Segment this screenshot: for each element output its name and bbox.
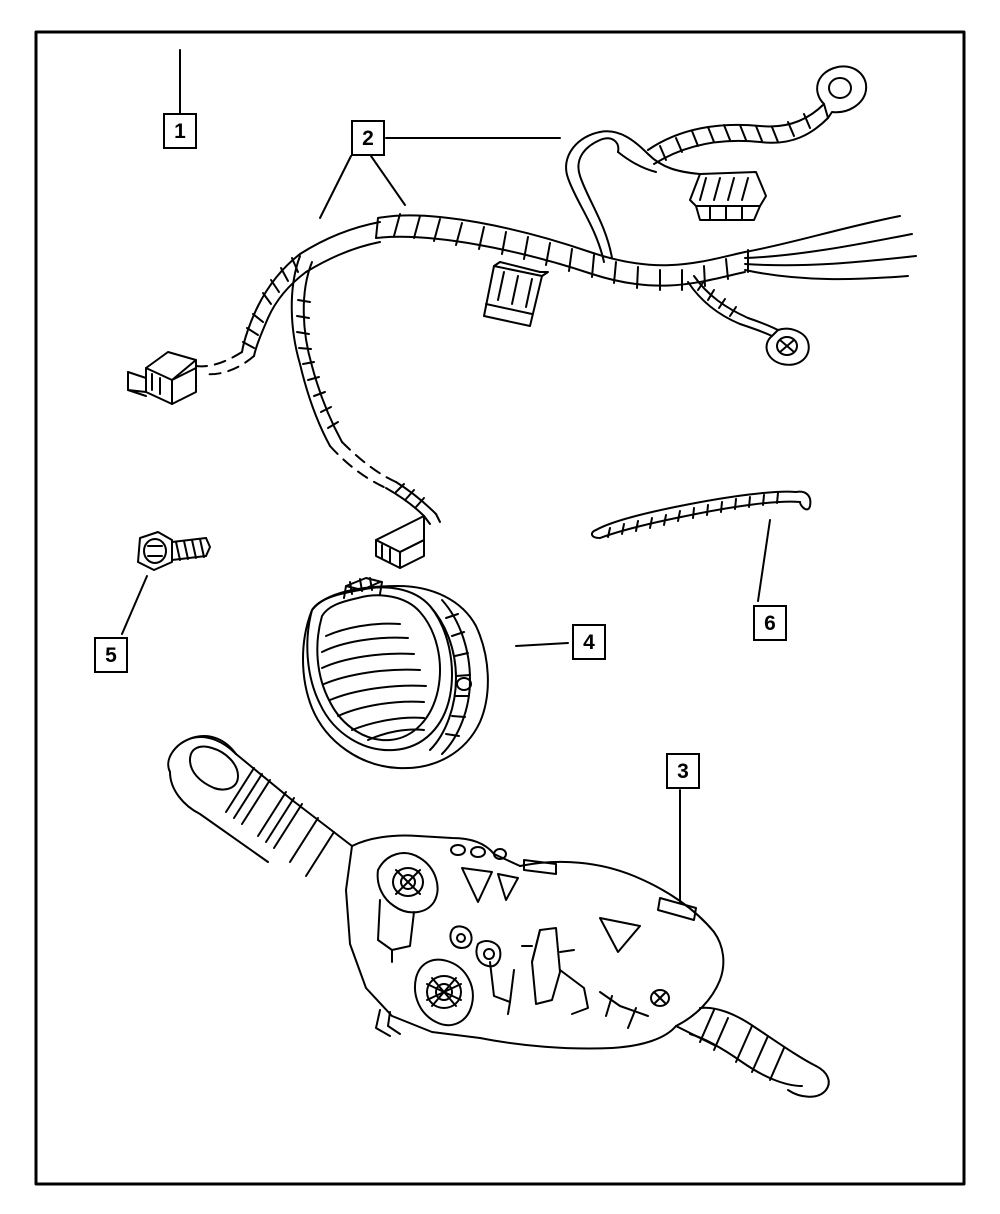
callout-5-label: 5 (105, 643, 117, 667)
callout-6 (753, 605, 787, 641)
callout-6-label: 6 (764, 611, 776, 635)
callout-1-label: 1 (174, 119, 186, 143)
part-3-multifunction-switch (168, 736, 829, 1097)
callout-2 (351, 120, 385, 156)
callout-4-label: 4 (583, 630, 595, 654)
callout-1 (163, 113, 197, 149)
callout-3 (666, 753, 700, 789)
callout-4 (572, 624, 606, 660)
part-5-screw (138, 532, 210, 570)
part-2-wiring-harness (128, 66, 916, 568)
callout-2-label: 2 (362, 126, 374, 150)
diagram-border (36, 32, 964, 1184)
part-6-cable-tie (592, 492, 810, 538)
callout-5 (94, 637, 128, 673)
callout-3-label: 3 (677, 759, 689, 783)
part-4-fog-lamp (303, 578, 488, 768)
